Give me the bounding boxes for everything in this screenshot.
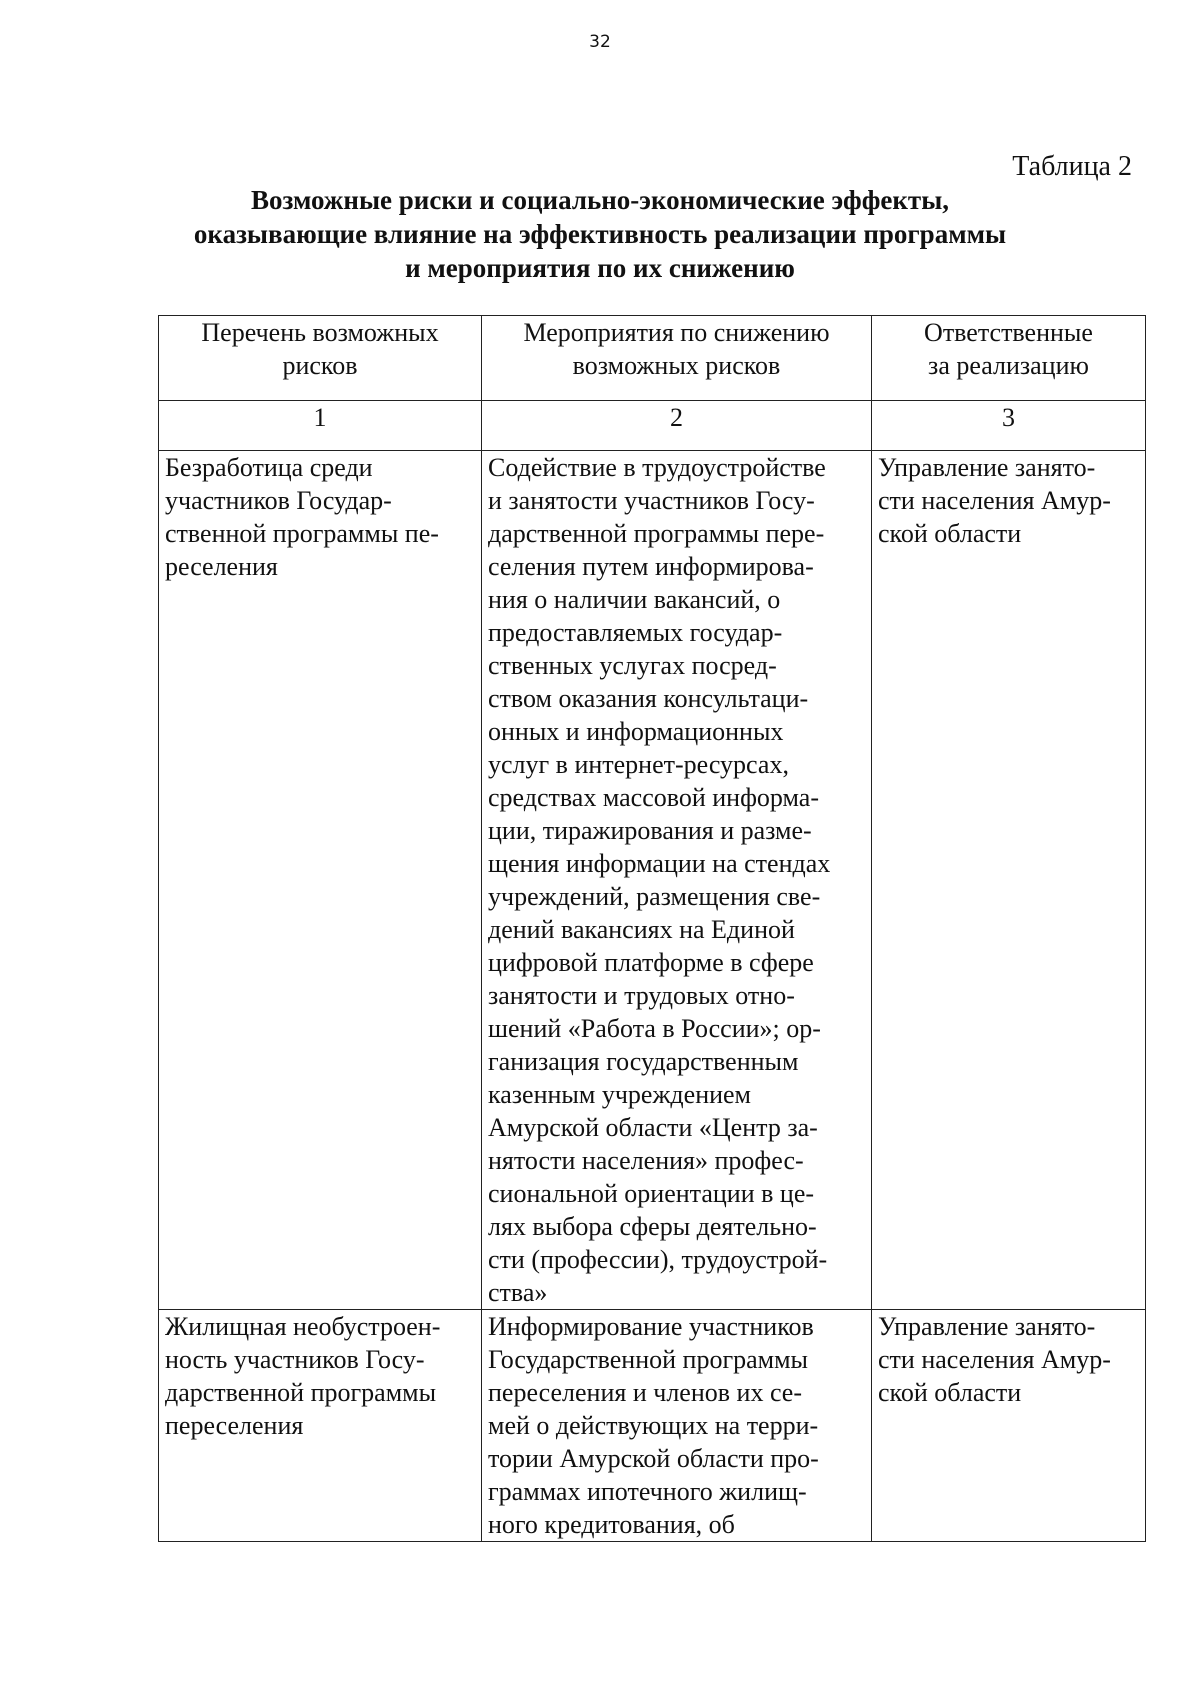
header-row xyxy=(159,316,1146,401)
cell-line: селения путем информирова- xyxy=(488,552,814,581)
title-line: Возможные риски и социально-экономические эффекты, xyxy=(250,185,950,215)
header-line: рисков xyxy=(282,351,358,380)
cell-line: дарственной программы xyxy=(165,1378,437,1407)
cell-line: учреждений, размещения све- xyxy=(488,882,821,911)
cell-measures xyxy=(482,1310,872,1542)
header-cell-measures xyxy=(482,316,872,401)
cell-line: Жилищная необустроен- xyxy=(165,1312,441,1341)
column-number: 2 xyxy=(482,401,872,451)
cell-responsible xyxy=(872,451,1146,1310)
cell-line: Управление занято- xyxy=(878,453,1096,482)
header-line: Мероприятия по снижению xyxy=(523,318,830,347)
cell-line: щения информации на стендах xyxy=(488,849,831,878)
header-cell-responsible xyxy=(872,316,1146,401)
table-row xyxy=(159,451,1146,1310)
cell-line: переселения xyxy=(165,1411,304,1440)
column-number: 3 xyxy=(872,401,1146,451)
cell-line: сти населения Амур- xyxy=(878,486,1111,515)
cell-line: ской области xyxy=(878,1378,1022,1407)
cell-line: Безработица среди xyxy=(165,453,373,482)
cell-line: ственной программы пе- xyxy=(165,519,439,548)
risks-table xyxy=(158,315,1146,1542)
title-line: оказывающие влияние на эффективность реализации программы xyxy=(193,219,1007,249)
cell-responsible xyxy=(872,1310,1146,1542)
cell-line: средствах массовой информа- xyxy=(488,783,820,812)
cell-line: переселения и членов их се- xyxy=(488,1378,803,1407)
cell-line: и занятости участников Госу- xyxy=(488,486,815,515)
table-title xyxy=(0,183,1200,285)
cell-line: занятости и трудовых отно- xyxy=(488,981,795,1010)
cell-line: тории Амурской области про- xyxy=(488,1444,819,1473)
cell-risk xyxy=(159,1310,482,1542)
table-row xyxy=(159,1310,1146,1542)
cell-line: ность участников Госу- xyxy=(165,1345,425,1374)
cell-line: Амурской области «Центр за- xyxy=(488,1113,818,1142)
cell-line: ции, тиражирования и разме- xyxy=(488,816,812,845)
cell-line: нятости населения» профес- xyxy=(488,1146,804,1175)
cell-line: Информирование участников xyxy=(488,1312,814,1341)
cell-line: казенным учреждением xyxy=(488,1080,752,1109)
cell-line: шений «Работа в России»; ор- xyxy=(488,1014,821,1043)
cell-line: сти (профессии), трудоустрой- xyxy=(488,1245,828,1274)
header-cell-risks xyxy=(159,316,482,401)
cell-line: ской области xyxy=(878,519,1022,548)
cell-line: граммах ипотечного жилищ- xyxy=(488,1477,807,1506)
header-line: за реализацию xyxy=(928,351,1089,380)
header-line: Ответственные xyxy=(924,318,1093,347)
cell-line: сиональной ориентации в це- xyxy=(488,1179,815,1208)
cell-line: Управление занято- xyxy=(878,1312,1096,1341)
table-label: Таблица 2 xyxy=(1012,151,1132,182)
cell-line: услуг в интернет-ресурсах, xyxy=(488,750,789,779)
cell-line: ного кредитования, об xyxy=(488,1510,735,1539)
cell-line: реселения xyxy=(165,552,278,581)
cell-line: дарственной программы пере- xyxy=(488,519,825,548)
cell-line: участников Государ- xyxy=(165,486,392,515)
cell-line: сти населения Амур- xyxy=(878,1345,1111,1374)
cell-measures xyxy=(482,451,872,1310)
cell-line: мей о действующих на терри- xyxy=(488,1411,819,1440)
cell-line: ственных услугах посред- xyxy=(488,651,777,680)
cell-line: цифровой платформе в сфере xyxy=(488,948,814,977)
column-number: 1 xyxy=(159,401,482,451)
header-line: Перечень возможных xyxy=(201,318,439,347)
cell-line: ния о наличии вакансий, о xyxy=(488,585,781,614)
cell-line: дений вакансиях на Единой xyxy=(488,915,795,944)
title-line: и мероприятия по их снижению xyxy=(405,253,795,283)
column-number-row xyxy=(159,401,1146,451)
cell-line: ства» xyxy=(488,1278,548,1307)
cell-line: Государственной программы xyxy=(488,1345,809,1374)
cell-line: лях выбора сферы деятельно- xyxy=(488,1212,817,1241)
header-line: возможных рисков xyxy=(572,351,781,380)
cell-risk xyxy=(159,451,482,1310)
cell-line: ганизация государственным xyxy=(488,1047,799,1076)
cell-line: онных и информационных xyxy=(488,717,784,746)
cell-line: Содействие в трудоустройстве xyxy=(488,453,826,482)
cell-line: предоставляемых государ- xyxy=(488,618,783,647)
page-number: 32 xyxy=(589,32,611,52)
cell-line: ством оказания консультаци- xyxy=(488,684,809,713)
